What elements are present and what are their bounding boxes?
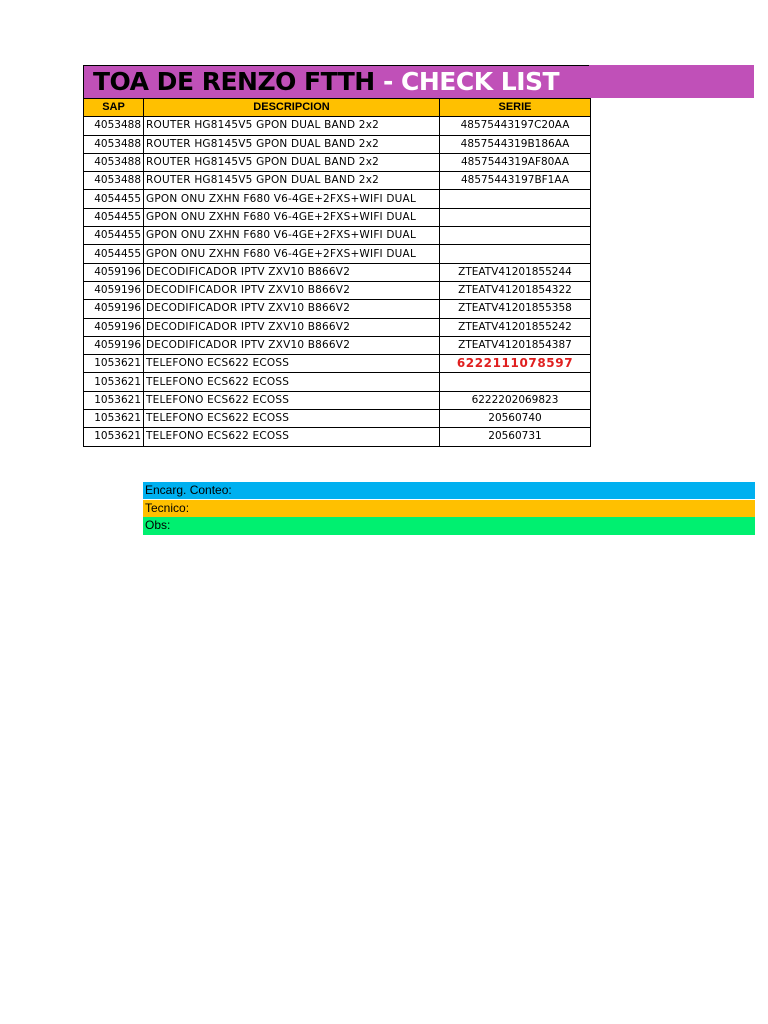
obs-label: Obs:	[145, 518, 171, 532]
obs-row	[143, 517, 755, 535]
sap-cell: 1053621	[84, 373, 144, 391]
title-sub-text: - CHECK LIST	[374, 67, 560, 96]
descripcion-cell: TELEFONO ECS622 ECOSS	[144, 428, 440, 446]
table-row	[84, 135, 591, 153]
sap-cell: 4054455	[84, 208, 144, 226]
sap-cell: 4053488	[84, 153, 144, 171]
serie-cell: ZTEATV41201855244	[440, 263, 591, 281]
header-row	[84, 99, 591, 117]
serie-cell: 6222202069823	[440, 391, 591, 409]
descripcion-cell: DECODIFICADOR IPTV ZXV10 B866V2	[144, 318, 440, 336]
serie-cell	[440, 190, 591, 208]
descripcion-cell: ROUTER HG8145V5 GPON DUAL BAND 2x2	[144, 153, 440, 171]
table-row	[84, 318, 591, 336]
table-row	[84, 263, 591, 281]
serie-cell	[440, 208, 591, 226]
serie-cell: ZTEATV41201855358	[440, 300, 591, 318]
sap-cell: 4054455	[84, 190, 144, 208]
table-header	[84, 99, 591, 117]
descripcion-cell: GPON ONU ZXHN F680 V6-4GE+2FXS+WIFI DUAL	[144, 227, 440, 245]
serie-cell: 20560740	[440, 410, 591, 428]
sap-cell: 4059196	[84, 300, 144, 318]
serie-cell: 20560731	[440, 428, 591, 446]
sap-cell: 1053621	[84, 410, 144, 428]
descripcion-cell: ROUTER HG8145V5 GPON DUAL BAND 2x2	[144, 117, 440, 135]
table-row	[84, 391, 591, 409]
serie-cell: 6222111078597	[440, 355, 591, 373]
table-row	[84, 245, 591, 263]
header-sap: SAP	[84, 99, 144, 117]
table-row	[84, 227, 591, 245]
descripcion-cell: TELEFONO ECS622 ECOSS	[144, 410, 440, 428]
table-row	[84, 355, 591, 373]
title-main-text: TOA DE RENZO FTTH	[93, 67, 375, 96]
descripcion-cell: TELEFONO ECS622 ECOSS	[144, 391, 440, 409]
sap-cell: 4053488	[84, 135, 144, 153]
table-row	[84, 153, 591, 171]
serie-cell: 48575443197C20AA	[440, 117, 591, 135]
sap-cell: 4053488	[84, 117, 144, 135]
table-body	[84, 117, 591, 446]
tecnico-label: Tecnico:	[145, 501, 190, 515]
serie-cell	[440, 373, 591, 391]
sap-cell: 4059196	[84, 336, 144, 354]
serie-cell: 48575443197BF1AA	[440, 172, 591, 190]
table-row	[84, 336, 591, 354]
table-row	[84, 117, 591, 135]
serie-cell: 4857544319AF80AA	[440, 153, 591, 171]
sap-cell: 4054455	[84, 245, 144, 263]
table-row	[84, 373, 591, 391]
table-row	[84, 190, 591, 208]
descripcion-cell: DECODIFICADOR IPTV ZXV10 B866V2	[144, 300, 440, 318]
sap-cell: 4059196	[84, 318, 144, 336]
sap-cell: 4054455	[84, 227, 144, 245]
serie-cell: 4857544319B186AA	[440, 135, 591, 153]
serie-cell: ZTEATV41201855242	[440, 318, 591, 336]
sap-cell: 1053621	[84, 391, 144, 409]
table-row	[84, 172, 591, 190]
serie-cell	[440, 245, 591, 263]
descripcion-cell: GPON ONU ZXHN F680 V6-4GE+2FXS+WIFI DUAL	[144, 245, 440, 263]
table-row	[84, 208, 591, 226]
descripcion-cell: DECODIFICADOR IPTV ZXV10 B866V2	[144, 336, 440, 354]
title-banner	[83, 65, 754, 98]
sap-cell: 1053621	[84, 428, 144, 446]
serie-cell	[440, 227, 591, 245]
page-title	[93, 65, 559, 98]
descripcion-cell: DECODIFICADOR IPTV ZXV10 B866V2	[144, 263, 440, 281]
sap-cell: 4059196	[84, 281, 144, 299]
tecnico-row	[143, 500, 755, 517]
descripcion-cell: GPON ONU ZXHN F680 V6-4GE+2FXS+WIFI DUAL	[144, 208, 440, 226]
header-descripcion: DESCRIPCION	[144, 99, 440, 117]
encargado-conteo-row	[143, 482, 755, 499]
table-row	[84, 300, 591, 318]
serie-cell: ZTEATV41201854322	[440, 281, 591, 299]
header-serie: SERIE	[440, 99, 591, 117]
table-row	[84, 428, 591, 446]
sap-cell: 4053488	[84, 172, 144, 190]
descripcion-cell: DECODIFICADOR IPTV ZXV10 B866V2	[144, 281, 440, 299]
sap-cell: 4059196	[84, 263, 144, 281]
descripcion-cell: GPON ONU ZXHN F680 V6-4GE+2FXS+WIFI DUAL	[144, 190, 440, 208]
descripcion-cell: ROUTER HG8145V5 GPON DUAL BAND 2x2	[144, 135, 440, 153]
descripcion-cell: TELEFONO ECS622 ECOSS	[144, 355, 440, 373]
descripcion-cell: TELEFONO ECS622 ECOSS	[144, 373, 440, 391]
encargado-conteo-label: Encarg. Conteo:	[145, 483, 232, 497]
serie-cell: ZTEATV41201854387	[440, 336, 591, 354]
table-row	[84, 410, 591, 428]
descripcion-cell: ROUTER HG8145V5 GPON DUAL BAND 2x2	[144, 172, 440, 190]
checklist-table	[83, 98, 591, 447]
table-row	[84, 281, 591, 299]
sap-cell: 1053621	[84, 355, 144, 373]
